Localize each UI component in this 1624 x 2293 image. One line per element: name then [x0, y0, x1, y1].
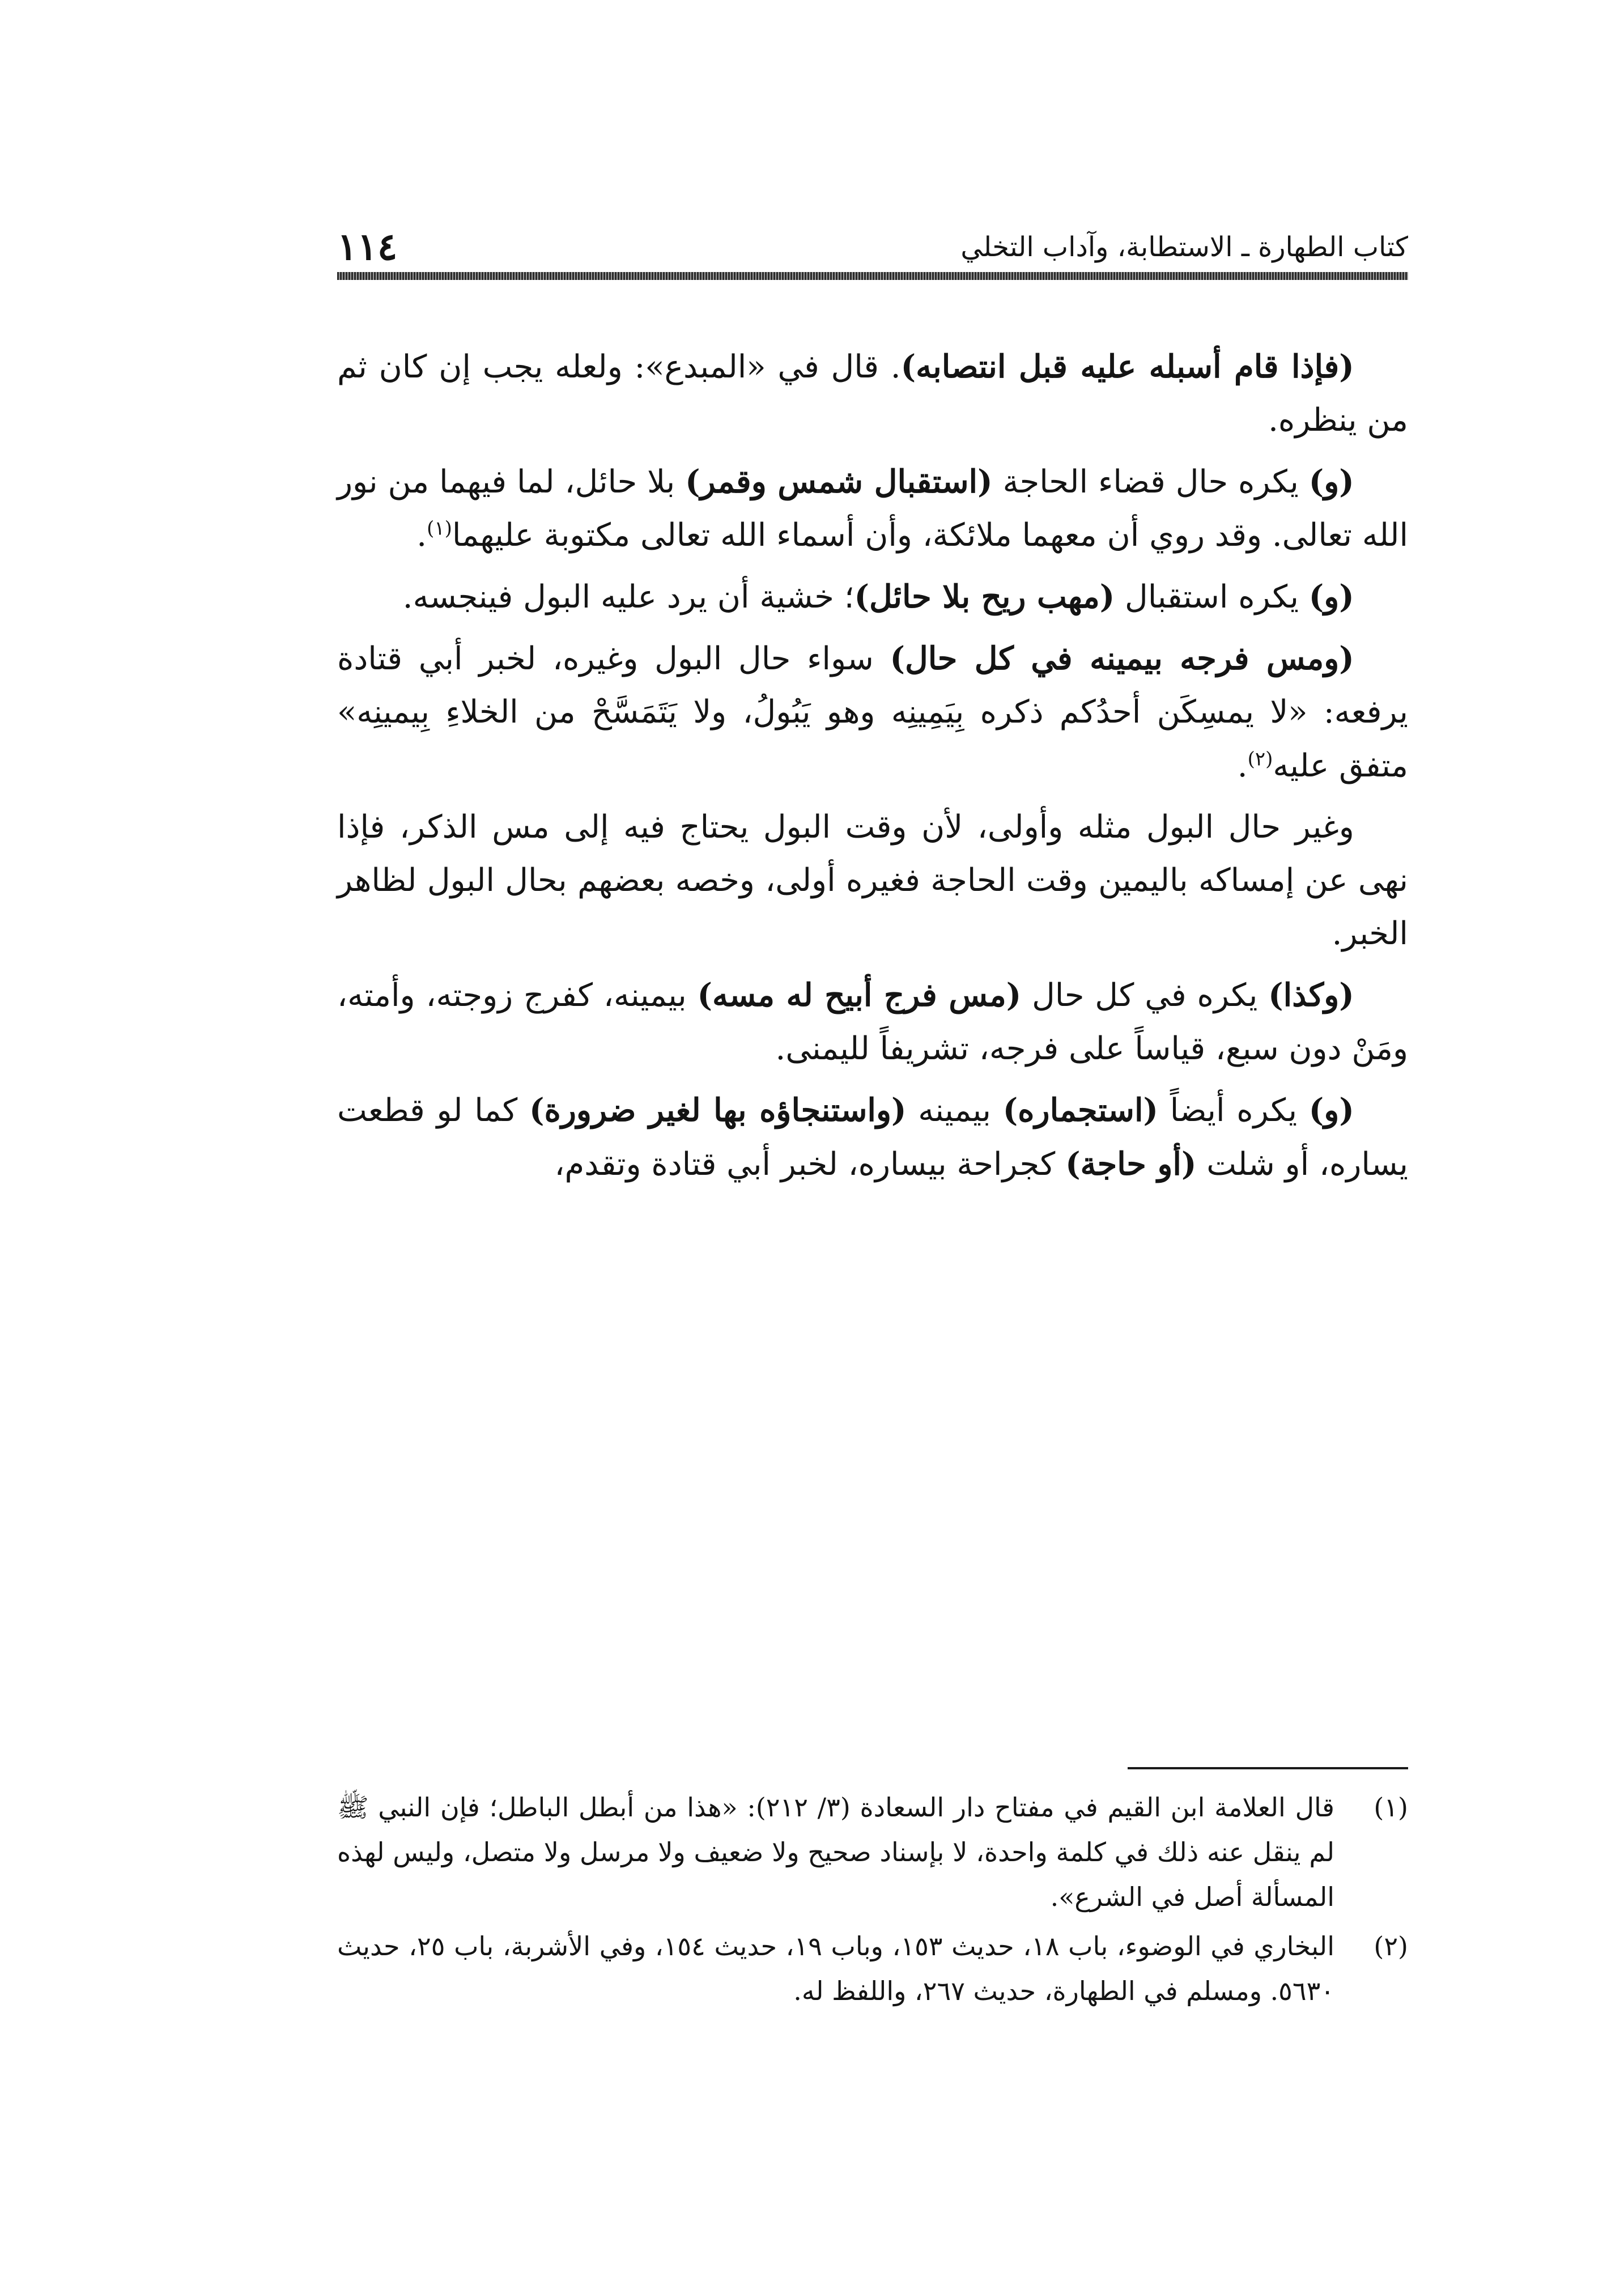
footnote-text: البخاري في الوضوء، باب ١٨، حديث ١٥٣، وباب ١٩، حديث ١٥٤، وفي الأشربة، باب ٢٥، حديث ٥٦٣٠. ومسلم في الطهارة، حديث ٢٦٧، واللفظ له. — [337, 1931, 1334, 2007]
sharh-text: وغير حال البول مثله وأولى، لأن وقت البول يحتاج فيه إلى مس الذكر، فإذا نهى عن إمساكه باليمين وقت الحاجة فغيره أولى، وخصه بعضهم بحال البول لظاهر الخبر. — [337, 808, 1408, 952]
main-text — [337, 340, 1408, 1199]
page-header — [337, 224, 1408, 269]
paragraph — [337, 632, 1408, 792]
matn-bold: (مهب ريح بلا حائل) — [854, 578, 1115, 616]
footnote-number: (٢) — [1374, 1931, 1408, 1962]
paragraph — [337, 340, 1408, 447]
matn-bold: (وكذا) — [1268, 976, 1354, 1014]
sharh-text: . قال في «المبدع»: ولعله يجب إن كان ثم من ينظره. — [337, 349, 1408, 439]
paragraph — [337, 455, 1408, 562]
sharh-text: ؛ خشية أن يرد عليه البول فينجسه. — [402, 579, 854, 616]
sharh-text: بيمينه — [906, 1092, 1003, 1129]
footnote — [337, 1924, 1408, 2014]
matn-bold: (استجماره) — [1002, 1092, 1159, 1129]
matn-bold: (أو حاجة) — [1065, 1145, 1197, 1183]
sharh-text: بيمينه، كفرج زوجته، وأمته، ومَنْ دون سبع، قياساً على فرجه، تشريفاً لليمنى. — [337, 976, 1408, 1067]
paragraph — [337, 969, 1408, 1076]
footnote-ref[interactable]: (١) — [427, 517, 452, 540]
footnote-ref[interactable]: (٢) — [1247, 747, 1273, 770]
matn-bold: (و) — [1308, 1092, 1354, 1129]
paragraph — [337, 1084, 1408, 1191]
matn-bold: (و) — [1308, 578, 1354, 616]
sharh-text: كجراحة بيساره، لخبر أبي قتادة وتقدم، — [554, 1146, 1066, 1183]
sharh-text: يكره حال قضاء الحاجة — [992, 464, 1309, 501]
sharh-text: سواء حال البول وغيره، لخبر أبي قتادة يرفعه: «لا يمسِكَن أحدُكم ذكره بِيَمِينِه وهو يَبُولُ، ولا يَتَمَسَّحْ من الخلاءِ بِيمينِه» متفق عليه — [337, 640, 1408, 784]
footnote-divider — [1128, 1767, 1408, 1769]
matn-bold: (ومس فرجه بيمينه في كل حال) — [890, 640, 1354, 678]
header-divider — [337, 272, 1408, 280]
matn-bold: (فإذا قام أسبله عليه قبل انتصابه) — [900, 348, 1354, 385]
paragraph — [337, 801, 1408, 961]
running-title: كتاب الطهارة ـ الاستطابة، وآداب التخلي — [960, 231, 1408, 263]
footnote — [337, 1785, 1408, 1920]
sharh-text: كما لو قطعت يساره، أو شلت — [337, 1092, 1408, 1183]
sharh-text: يكره أيضاً — [1158, 1092, 1309, 1129]
paragraph — [337, 570, 1408, 624]
sharh-text: . — [416, 517, 427, 554]
footnote-number: (١) — [1374, 1792, 1408, 1823]
matn-bold: (و) — [1308, 463, 1354, 501]
sharh-text: يكره استقبال — [1115, 579, 1309, 616]
footnotes — [337, 1785, 1408, 2019]
sharh-text: بلا حائل، لما فيهما من نور الله تعالى. وقد روي أن معهما ملائكة، وأن أسماء الله تعالى مكتوبة عليهما — [337, 464, 1408, 554]
matn-bold: (استقبال شمس وقمر) — [685, 463, 993, 501]
sharh-text: . — [1237, 747, 1248, 784]
sharh-text: يكره في كل حال — [1021, 976, 1269, 1014]
matn-bold: (مس فرج أبيح له مسه) — [697, 976, 1022, 1014]
matn-bold: (واستنجاؤه بها لغير ضرورة) — [529, 1092, 907, 1129]
footnote-text: قال العلامة ابن القيم في مفتاح دار السعادة (٣/ ٢١٢): «هذا من أبطل الباطل؛ فإن النبي ﷺ لم ينقل عنه ذلك في كلمة واحدة، لا بإسناد صحيح ولا ضعيف ولا مرسل ولا متصل، وليس لهذه المسألة أصل في الشرع». — [337, 1792, 1334, 1913]
page-number: ١١٤ — [337, 224, 398, 269]
